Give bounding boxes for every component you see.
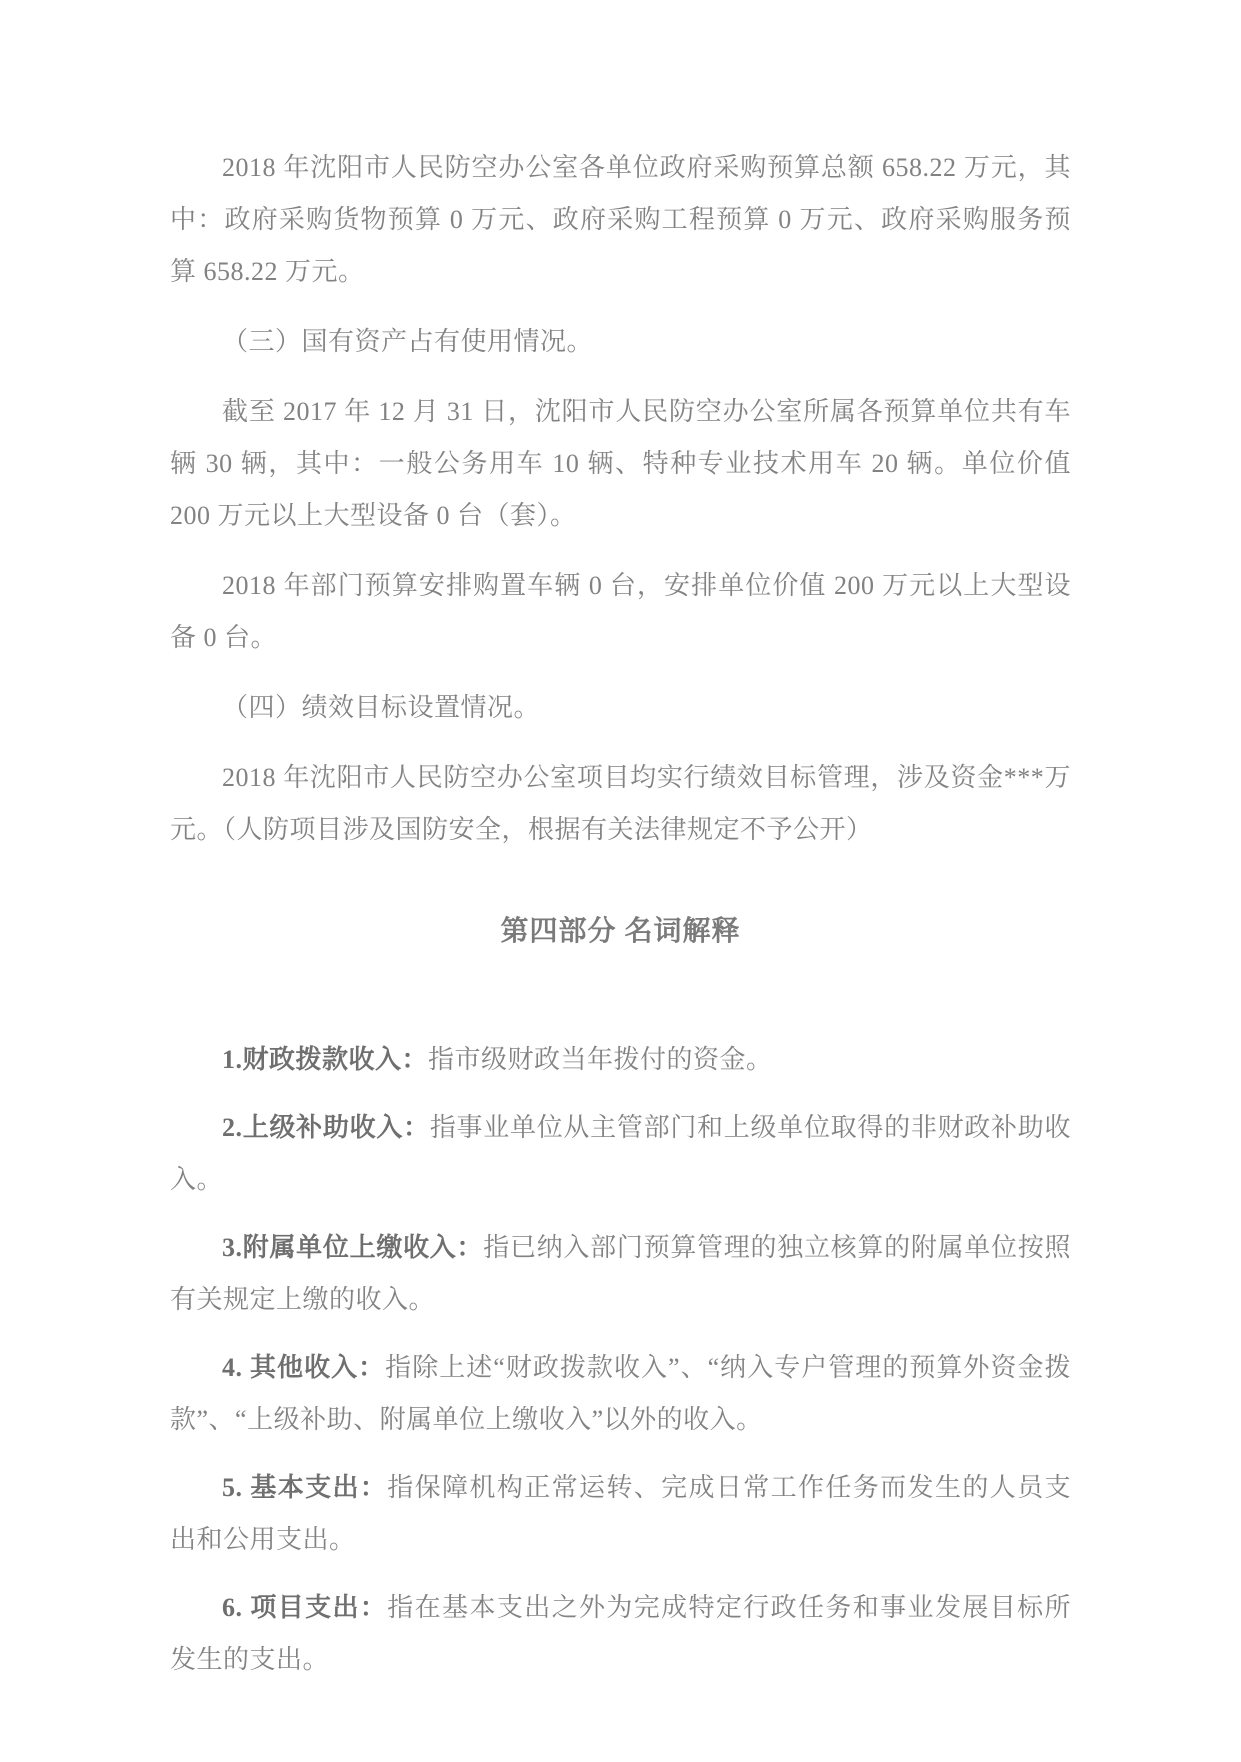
glossary-definition-3: 指已纳入部门预算管理的独立核算的附属单位按照有关规定上缴的收入。 <box>170 1233 1071 1314</box>
subheading-performance-targets: （四）绩效目标设置情况。 <box>222 693 541 722</box>
glossary-item-5 <box>170 1462 1071 1566</box>
glossary-definition-4: 指除上述“财政拨款收入”、“纳入专户管理的预算外资金拨款”、“上级补助、附属单位上缴收入”以外的收入。 <box>170 1353 1071 1434</box>
glossary-definition-6: 指在基本支出之外为完成特定行政任务和事业发展目标所发生的支出。 <box>170 1593 1071 1674</box>
glossary-term-6: 6. 项目支出： <box>222 1593 388 1622</box>
glossary-term-1: 1.财政拨款收入： <box>222 1045 429 1074</box>
glossary-definition-5: 指保障机构正常运转、完成日常工作任务而发生的人员支出和公用支出。 <box>170 1473 1071 1554</box>
paragraph-performance-management: 2018 年沈阳市人民防空办公室项目均实行绩效目标管理，涉及资金***万元。（人防项目涉及国防安全，根据有关法律规定不予公开） <box>170 763 1071 844</box>
glossary-item-2 <box>170 1102 1071 1206</box>
glossary-term-2: 2.上级补助收入： <box>222 1113 430 1142</box>
glossary-item-3 <box>170 1222 1071 1326</box>
glossary-definition-1: 指市级财政当年拨付的资金。 <box>428 1045 773 1074</box>
glossary-item-6 <box>170 1582 1071 1686</box>
paragraph-vehicles-equipment: 截至 2017 年 12 月 31 日，沈阳市人民防空办公室所属各预算单位共有车辆 30 辆，其中：一般公务用车 10 辆、特种专业技术用车 20 辆。单位价值 200 万元以上大型设备 0 台（套）。 <box>170 397 1071 530</box>
glossary-term-4: 4. 其他收入： <box>222 1353 386 1382</box>
glossary-item-1 <box>170 1034 1071 1086</box>
glossary-term-5: 5. 基本支出： <box>222 1473 388 1502</box>
section-heading-part4: 第四部分 名词解释 <box>500 916 741 947</box>
glossary-item-4 <box>170 1342 1071 1446</box>
glossary-term-3: 3.附属单位上缴收入： <box>222 1233 484 1262</box>
paragraph-procurement-total: 2018 年沈阳市人民防空办公室各单位政府采购预算总额 658.22 万元，其中：政府采购货物预算 0 万元、政府采购工程预算 0 万元、政府采购服务预算 658.22 万元。 <box>170 153 1071 286</box>
subheading-state-assets: （三）国有资产占有使用情况。 <box>222 327 594 356</box>
paragraph-2018-purchase-plan: 2018 年部门预算安排购置车辆 0 台，安排单位价值 200 万元以上大型设备 0 台。 <box>170 571 1071 652</box>
glossary-definition-2: 指事业单位从主管部门和上级单位取得的非财政补助收入。 <box>170 1113 1071 1194</box>
